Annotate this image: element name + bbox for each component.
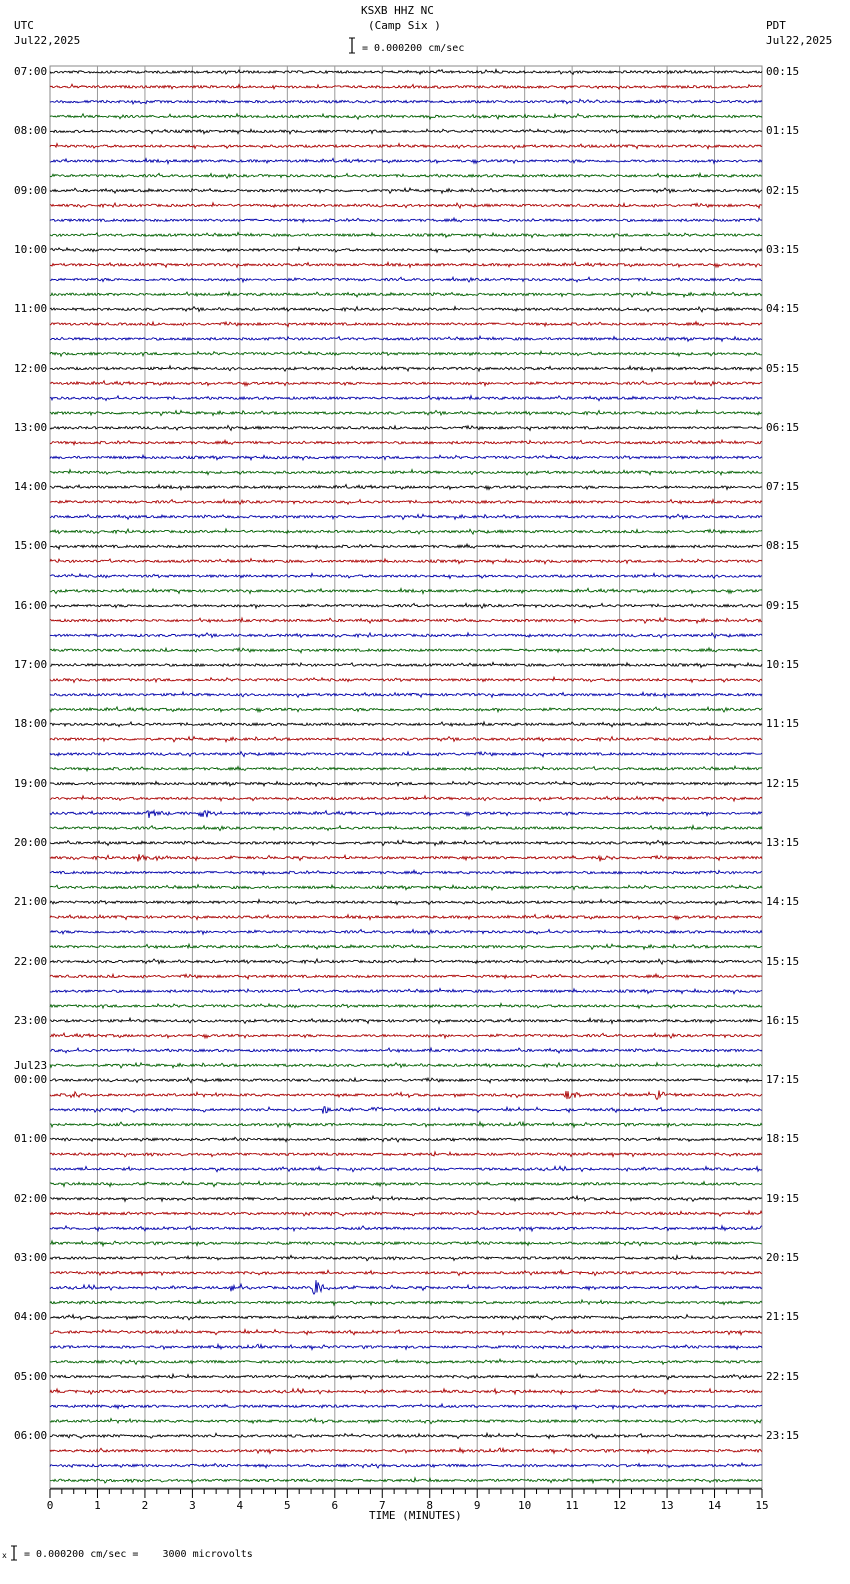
left-hour-label: 02:00: [14, 1191, 48, 1205]
trace-83: [50, 1280, 762, 1294]
x-tick-label: 5: [284, 1499, 291, 1512]
left-timezone: UTC: [14, 19, 34, 32]
trace-54: [50, 854, 762, 861]
minute-gridlines: [50, 66, 762, 1488]
trace-21: [50, 366, 762, 371]
trace-96: [50, 1478, 762, 1483]
trace-35: [50, 573, 762, 578]
trace-84: [50, 1300, 762, 1305]
right-hour-label: 05:15: [766, 361, 800, 375]
x-tick-label: 14: [707, 1499, 722, 1512]
trace-75: [50, 1166, 762, 1171]
trace-23: [50, 396, 762, 401]
left-hour-label: 12:00: [14, 361, 48, 375]
right-hour-label: 04:15: [766, 302, 800, 316]
trace-19: [50, 336, 762, 341]
right-hour-label: 23:15: [766, 1428, 800, 1442]
trace-93: [50, 1433, 762, 1438]
left-hour-label: 05:00: [14, 1369, 48, 1383]
scale-label: = 0.000200 cm/sec: [362, 43, 465, 54]
trace-51: [50, 811, 762, 818]
trace-18: [50, 322, 762, 327]
trace-16: [50, 292, 762, 297]
trace-61: [50, 959, 762, 964]
x-tick-label: 9: [473, 1499, 481, 1512]
x-tick-label: 11: [565, 1499, 579, 1512]
trace-91: [50, 1404, 762, 1409]
left-hour-label: 19:00: [14, 776, 48, 790]
trace-47: [50, 752, 762, 757]
trace-25: [50, 426, 762, 431]
left-hour-label: 17:00: [14, 658, 48, 671]
trace-14: [50, 262, 762, 267]
trace-77: [50, 1196, 762, 1201]
left-hour-label: 14:00: [14, 480, 48, 494]
right-date: Jul22,2025: [766, 34, 833, 47]
station-title: KSXB HHZ NC: [361, 4, 434, 17]
right-hour-label: 06:15: [766, 420, 800, 434]
trace-13: [50, 247, 762, 252]
left-hour-label: 10:00: [14, 242, 48, 256]
left-hour-label: 09:00: [14, 183, 48, 197]
date-change-label: Jul23: [14, 1059, 48, 1073]
x-axis-title: TIME (MINUTES): [369, 1509, 462, 1522]
trace-48: [50, 766, 762, 771]
trace-62: [50, 974, 762, 979]
trace-73: [50, 1137, 762, 1142]
trace-76: [50, 1181, 762, 1186]
x-tick-label: 8: [426, 1499, 434, 1512]
trace-29: [50, 485, 762, 490]
left-hour-label: 11:00: [14, 302, 48, 316]
trace-89: [50, 1374, 762, 1379]
trace-60: [50, 944, 762, 949]
right-hour-label: 02:15: [766, 183, 800, 197]
trace-49: [50, 781, 762, 786]
trace-40: [50, 648, 762, 653]
left-hour-label: 21:00: [14, 895, 48, 909]
trace-9: [50, 188, 762, 193]
trace-17: [50, 307, 762, 312]
trace-26: [50, 440, 762, 445]
x-tick-label: 3: [189, 1499, 196, 1512]
seismic-traces: [50, 70, 762, 1484]
left-hour-label: 00:00: [14, 1073, 48, 1087]
x-tick-label: 7: [378, 1499, 386, 1512]
trace-15: [50, 277, 762, 282]
right-hour-label: 15:15: [766, 954, 800, 968]
trace-85: [50, 1315, 762, 1320]
footer-marker: x: [2, 1551, 7, 1560]
trace-42: [50, 677, 762, 682]
x-tick-label: 0: [46, 1499, 54, 1512]
station-location: (Camp Six ): [368, 19, 441, 32]
trace-37: [50, 603, 762, 608]
right-hour-label: 16:15: [766, 1013, 800, 1027]
trace-79: [50, 1226, 762, 1231]
trace-31: [50, 514, 762, 519]
trace-65: [50, 1018, 762, 1023]
trace-1: [50, 70, 762, 75]
trace-24: [50, 410, 762, 415]
trace-27: [50, 455, 762, 460]
trace-94: [50, 1448, 762, 1453]
trace-92: [50, 1419, 762, 1424]
trace-28: [50, 470, 762, 475]
trace-95: [50, 1463, 762, 1468]
right-hour-label: 14:15: [766, 895, 800, 909]
right-hour-label: 09:15: [766, 598, 800, 612]
trace-80: [50, 1241, 762, 1246]
x-tick-label: 1: [94, 1499, 101, 1512]
trace-71: [50, 1107, 762, 1114]
trace-38: [50, 618, 762, 623]
trace-7: [50, 158, 762, 163]
left-hour-label: 23:00: [14, 1013, 48, 1027]
x-tick-label: 12: [612, 1499, 627, 1512]
trace-74: [50, 1152, 762, 1157]
trace-66: [50, 1033, 762, 1038]
trace-63: [50, 989, 762, 994]
left-hour-label: 16:00: [14, 598, 48, 612]
trace-34: [50, 559, 762, 564]
trace-32: [50, 529, 762, 534]
left-hour-label: 03:00: [14, 1251, 48, 1264]
trace-39: [50, 633, 762, 638]
right-hour-label: 19:15: [766, 1191, 800, 1205]
left-hour-label: 13:00: [14, 420, 48, 434]
right-hour-label: 11:15: [766, 717, 800, 731]
trace-72: [50, 1122, 762, 1127]
right-hour-label: 10:15: [766, 658, 800, 671]
trace-10: [50, 203, 762, 208]
trace-50: [50, 796, 762, 801]
left-hour-label: 20:00: [14, 835, 48, 849]
trace-55: [50, 870, 762, 874]
left-hour-label: 01:00: [14, 1132, 48, 1146]
trace-41: [50, 662, 762, 667]
trace-53: [50, 840, 762, 845]
trace-59: [50, 930, 762, 935]
trace-69: [50, 1078, 762, 1083]
trace-44: [50, 707, 762, 712]
right-hour-label: 07:15: [766, 480, 800, 494]
x-tick-label: 15: [755, 1499, 769, 1512]
right-timezone: PDT: [766, 19, 786, 32]
trace-4: [50, 114, 762, 119]
trace-82: [50, 1270, 762, 1275]
trace-22: [50, 381, 762, 386]
trace-57: [50, 900, 762, 905]
left-hour-label: 06:00: [14, 1428, 48, 1442]
left-hour-label: 04:00: [14, 1310, 48, 1324]
trace-2: [50, 84, 762, 89]
right-hour-label: 18:15: [766, 1132, 800, 1146]
right-hour-label: 17:15: [766, 1073, 800, 1087]
left-hour-label: 18:00: [14, 717, 48, 731]
left-hour-label: 15:00: [14, 539, 48, 553]
right-hour-label: 22:15: [766, 1369, 800, 1383]
footer-scale-note: = 0.000200 cm/sec = 3000 microvolts: [24, 1549, 253, 1560]
trace-52: [50, 826, 762, 831]
x-tick-label: 13: [660, 1499, 674, 1512]
x-tick-label: 6: [331, 1499, 339, 1512]
right-hour-label: 00:15: [766, 65, 800, 78]
x-tick-label: 2: [141, 1499, 149, 1512]
trace-78: [50, 1211, 762, 1216]
trace-67: [50, 1048, 762, 1053]
trace-68: [50, 1063, 762, 1068]
trace-64: [50, 1003, 762, 1008]
trace-70: [50, 1090, 762, 1099]
right-hour-label: 03:15: [766, 242, 800, 256]
trace-12: [50, 232, 762, 237]
x-tick-label: 10: [518, 1499, 532, 1512]
scale-bar-icon: [349, 38, 355, 53]
trace-88: [50, 1359, 762, 1364]
plot-frame: [50, 66, 762, 1488]
trace-6: [50, 144, 762, 149]
trace-46: [50, 737, 762, 742]
right-hour-label: 12:15: [766, 776, 800, 790]
trace-8: [50, 173, 762, 178]
trace-58: [50, 915, 762, 920]
trace-43: [50, 692, 762, 697]
trace-33: [50, 544, 762, 549]
trace-36: [50, 588, 762, 593]
trace-45: [50, 722, 762, 727]
left-date: Jul22,2025: [14, 34, 81, 47]
trace-81: [50, 1255, 762, 1260]
right-hour-label: 13:15: [766, 835, 800, 849]
right-hour-label: 20:15: [766, 1251, 800, 1264]
trace-5: [50, 129, 762, 134]
trace-86: [50, 1330, 762, 1335]
trace-3: [50, 99, 762, 104]
trace-11: [50, 218, 762, 222]
trace-87: [50, 1344, 762, 1349]
trace-30: [50, 500, 762, 505]
left-hour-label: 07:00: [14, 65, 48, 78]
trace-90: [50, 1389, 762, 1394]
right-hour-label: 21:15: [766, 1310, 800, 1324]
trace-20: [50, 351, 762, 356]
x-tick-label: 4: [236, 1499, 244, 1512]
left-hour-label: 08:00: [14, 124, 48, 138]
right-hour-label: 08:15: [766, 539, 800, 553]
footer-scale-bar-icon: [11, 1546, 17, 1560]
trace-56: [50, 885, 762, 890]
left-hour-label: 22:00: [14, 954, 48, 968]
right-hour-label: 01:15: [766, 124, 800, 138]
